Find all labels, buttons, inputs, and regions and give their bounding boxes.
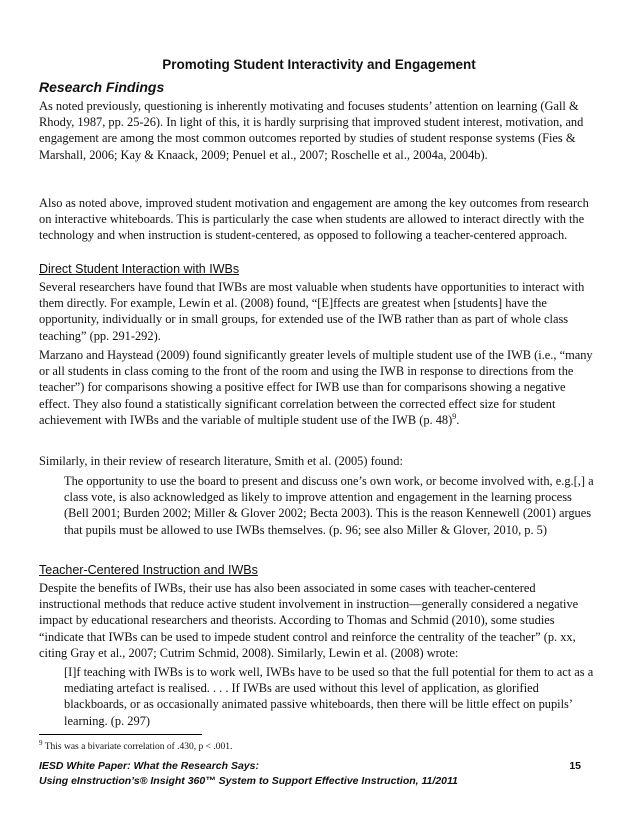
paragraph-lewin-findings: Several researchers have found that IWBs are most valuable when students have opportunities to interact with them directly. For example, Lewin et al. (2008) found, “[E]ffects are greatest when [students] have the opportunity, individually or in small groups, for extended use of the IWB rather than as part of whole class teaching” (pp. 291-292). xyxy=(39,280,585,343)
paragraph-marzano-haystead xyxy=(39,347,599,428)
footer-line-1: IESD White Paper: What the Research Says: xyxy=(39,760,259,772)
paragraph-smith-intro: Similarly, in their review of research literature, Smith et al. (2005) found: xyxy=(39,454,403,468)
subheading-direct-interaction: Direct Student Interaction with IWBs xyxy=(39,262,240,276)
footnote xyxy=(39,739,232,752)
footnote-mark: 9 xyxy=(39,739,43,747)
footnote-reference: 9 xyxy=(452,411,457,421)
subheading-teacher-centered: Teacher-Centered Instruction and IWBs xyxy=(39,563,258,577)
footer-line-2: Using eInstruction’s® Insight 360™ System to Support Effective Instruction, 11/2011 xyxy=(39,775,458,787)
paragraph-marzano-text: Marzano and Haystead (2009) found significantly greater levels of multiple student use of the IWB (i.e., “many or all students in class coming to the front of the room and using the IWB in response to directions from the teacher”) for comparisons showing a positive effect for IWB use than for comparisons showing a negative effect. They also found a statistically significant correlation between the corrected effect size for student achievement with IWBs and the variable of multiple student use of the IWB (p. 48) xyxy=(39,348,593,427)
footnote-divider xyxy=(39,734,202,735)
block-quote-smith: The opportunity to use the board to present and discuss one’s own work, or become involved with, e.g.[,] a class vote, is also acknowledged as likely to improve attention and engagement in the learning process (Bell 2001; Burden 2002; Miller & Glover 2002; Becta 2003). This is the reason Kennewell (2001) argues that pupils must be allowed to use IWBs themselves. (p. 96; see also Miller & Glover, 2010, p. 5) xyxy=(64,474,594,537)
page-title: Promoting Student Interactivity and Engagement xyxy=(162,57,476,72)
footnote-text: This was a bivariate correlation of .430, p < .001. xyxy=(42,742,233,753)
paragraph-iwb-motivation: Also as noted above, improved student motivation and engagement are among the key outcomes from research on interactive whiteboards. This is particularly the case when students are allowed to interact directly with the technology and when instruction is student-centered, as opposed to following a teacher-centered approach. xyxy=(39,196,589,243)
paragraph-questioning: As noted previously, questioning is inherently motivating and focuses students’ attention on learning (Gall & Rhody, 1987, pp. 25-26). In light of this, it is hardly surprising that improved student interest, motivation, and engagement are among the most common outcomes reported by studies of student response systems (Fies & Marshall, 2006; Kay & Knaack, 2009; Penuel et al., 2007; Roschelle et al., 2004a, 2004b). xyxy=(39,99,584,162)
page-number: 15 xyxy=(569,760,581,772)
block-quote-lewin: [I]f teaching with IWBs is to work well, IWBs have to be used so that the full potential for them to act as a mediating artefact is realised. . . . If IWBs are used without this level of application, as glorified blackboards, or as occasionally animated passive whiteboards, then there will be little effect on pupils’ learning. (p. 297) xyxy=(64,665,594,728)
paragraph-teacher-centered: Despite the benefits of IWBs, their use has also been associated in some cases with teacher-centered instructional methods that reduce active student involvement in instruction—generally considered a negative impact by educational researchers and theorists. According to Thomas and Schmid (2010), some studies “indicate that IWBs can be used to impede student control and reinforce the centrality of the teacher” (p. xx, citing Gray et al., 2007; Cutrim Schmid, 2008). Similarly, Lewin et al. (2008) wrote: xyxy=(39,581,579,660)
section-heading: Research Findings xyxy=(39,79,165,95)
paragraph-marzano-end: . xyxy=(456,412,460,427)
